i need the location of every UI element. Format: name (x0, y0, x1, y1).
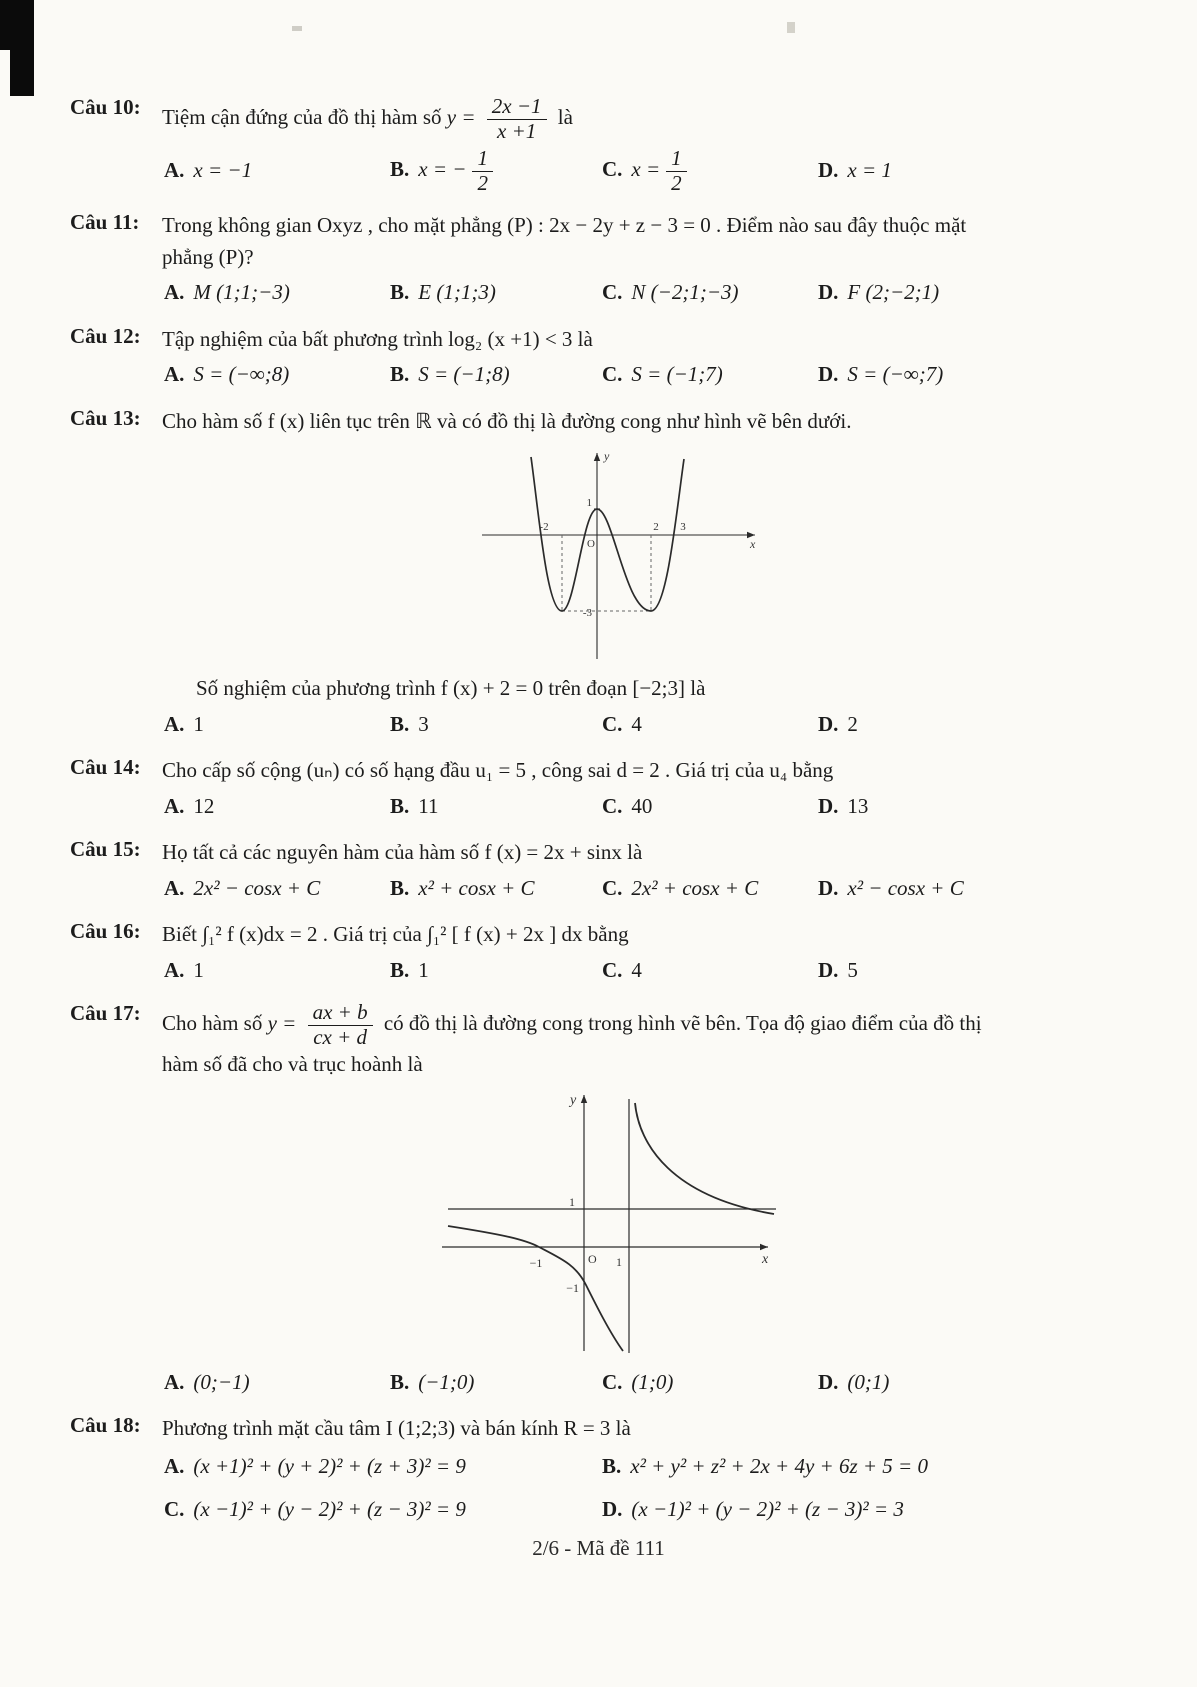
question-14 (70, 755, 1139, 828)
fraction (308, 1001, 373, 1049)
question-16-body (162, 919, 1139, 992)
option-text: 12 (193, 793, 215, 818)
option-letter: A. (164, 711, 185, 736)
fraction-numerator: 1 (666, 147, 687, 172)
option-letter: D. (818, 158, 839, 183)
option-text: 2x² − cosx + C (193, 875, 321, 900)
option-letter: A. (164, 875, 185, 900)
fraction-denominator: cx + d (313, 1024, 367, 1049)
stem-text: Số nghiệm của phương trình f (x) + 2 = 0 trên đoạn [−2;3] là (196, 676, 706, 701)
question-18-label: Câu 18: (70, 1413, 141, 1438)
option-letter: B. (390, 711, 410, 736)
option-d (818, 873, 1139, 905)
question-18-options (164, 1451, 1139, 1526)
option-text: (0;−1) (193, 1369, 250, 1394)
option-letter: A. (164, 362, 185, 387)
question-13-stem2 (196, 673, 1139, 705)
question-12 (70, 324, 1139, 397)
tick-label-3: 3 (680, 521, 686, 534)
question-13 (70, 406, 1139, 747)
question-10-stem (162, 95, 1139, 143)
tick-label-minus3: -3 (582, 607, 592, 620)
question-18-body (162, 1413, 1139, 1532)
option-letter: C. (602, 957, 623, 982)
question-16-stem (162, 919, 1139, 951)
quartic-curve-graph (467, 445, 767, 665)
option-a (164, 155, 390, 187)
option-text: (x −1)² + (y − 2)² + (z − 3)² = 3 (631, 1497, 904, 1522)
option-letter: A. (164, 1369, 185, 1394)
option-text: S = (−1;7) (631, 362, 723, 387)
option-text: 4 (631, 711, 642, 736)
option-a (164, 1451, 602, 1483)
option-b (390, 709, 602, 741)
option-letter: A. (164, 1453, 185, 1478)
curve-left-branch (448, 1226, 623, 1351)
stem-text: Tập nghiệm của bất phương trình log₂ (x +1) < 3 là (162, 326, 593, 351)
fraction-numerator: 1 (472, 147, 493, 172)
option-letter: B. (390, 1369, 410, 1394)
question-11-body (162, 210, 1139, 315)
question-14-stem (162, 755, 1139, 787)
option-letter: C. (602, 362, 623, 387)
option-text: x = (631, 156, 661, 181)
option-text: 11 (418, 793, 439, 818)
stem-text: hàm số đã cho và trục hoành là (162, 1052, 423, 1077)
option-d (818, 359, 1139, 391)
option-text: M (1;1;−3) (193, 280, 290, 305)
question-12-stem (162, 324, 1139, 356)
option-text: x² + y² + z² + 2x + 4y + 6z + 5 = 0 (630, 1453, 928, 1478)
question-14-label: Câu 14: (70, 755, 141, 780)
option-text: x² + cosx + C (418, 875, 535, 900)
option-text: N (−2;1;−3) (631, 280, 739, 305)
scan-artifact (10, 0, 34, 96)
option-letter: A. (164, 280, 185, 305)
question-10-options (164, 147, 1139, 195)
option-letter: B. (390, 875, 410, 900)
option-letter: B. (390, 793, 410, 818)
stem-text: Họ tất cả các nguyên hàm của hàm số f (x) = 2x + sinx là (162, 840, 643, 865)
option-c (602, 791, 818, 823)
question-12-label: Câu 12: (70, 323, 141, 348)
question-14-options (164, 791, 1139, 823)
stem-text: Cho hàm số (162, 1010, 263, 1035)
option-letter: B. (390, 156, 410, 181)
question-10-label: Câu 10: (70, 95, 141, 119)
stem-text: có đồ thị là đường cong trong hình vẽ bên. Tọa độ giao điểm của đồ thị (383, 1010, 982, 1035)
option-letter: B. (602, 1453, 622, 1478)
option-letter: C. (602, 156, 623, 181)
fraction-numerator: ax + b (308, 1001, 373, 1026)
option-text: 2x² + cosx + C (631, 875, 759, 900)
question-15-stem (162, 837, 1139, 869)
x-axis-arrow (760, 1243, 768, 1249)
option-letter: C. (164, 1497, 185, 1522)
fraction (666, 147, 687, 195)
option-c (602, 147, 818, 195)
option-b (390, 359, 602, 391)
option-letter: D. (818, 957, 839, 982)
question-13-stem (162, 406, 1139, 438)
question-13-graph-container (467, 445, 1139, 671)
question-17-options (164, 1367, 1139, 1399)
option-d (818, 709, 1139, 741)
curve-right-branch (635, 1103, 774, 1214)
option-letter: D. (818, 280, 839, 305)
origin-label: O (588, 1251, 597, 1266)
formula-lead: y = (267, 1010, 297, 1035)
option-b (390, 791, 602, 823)
option-a (164, 791, 390, 823)
fraction-denominator: 2 (477, 170, 488, 195)
fraction-denominator: 2 (671, 170, 682, 195)
option-d (818, 955, 1139, 987)
option-letter: B. (390, 280, 410, 305)
question-15-options (164, 873, 1139, 905)
option-c (602, 873, 818, 905)
x-axis-label: x (762, 1251, 769, 1267)
option-text: x = − (418, 156, 467, 181)
option-letter: D. (818, 875, 839, 900)
tick-label-y1: 1 (569, 1194, 575, 1209)
option-text: (0;1) (847, 1369, 890, 1394)
hyperbola-graph (424, 1087, 784, 1357)
option-d (818, 1367, 1139, 1399)
question-13-body (162, 406, 1139, 747)
option-text: (x −1)² + (y − 2)² + (z − 3)² = 9 (193, 1497, 466, 1522)
option-a (164, 873, 390, 905)
option-d (818, 277, 1139, 309)
option-letter: B. (390, 362, 410, 387)
option-text: 1 (193, 711, 204, 736)
origin-label: O (587, 538, 595, 551)
scan-artifact (292, 26, 302, 31)
question-11-label: Câu 11: (70, 210, 140, 235)
option-a (164, 277, 390, 309)
option-text: 40 (631, 793, 653, 818)
option-c (602, 1367, 818, 1399)
option-text: (x +1)² + (y + 2)² + (z + 3)² = 9 (193, 1453, 466, 1478)
option-c (602, 955, 818, 987)
x-axis-label: x (750, 537, 756, 552)
option-letter: A. (164, 793, 185, 818)
option-a (164, 359, 390, 391)
option-letter: D. (818, 362, 839, 387)
question-15-label: Câu 15: (70, 837, 141, 862)
option-c (164, 1494, 602, 1526)
question-14-body (162, 755, 1139, 828)
option-a (164, 709, 390, 741)
option-letter: D. (602, 1497, 623, 1522)
option-c (602, 709, 818, 741)
stem-text: Cho hàm số f (x) liên tục trên ℝ và có đồ thị là đường cong như hình vẽ bên dưới. (162, 408, 852, 433)
option-text: x = −1 (193, 158, 253, 183)
option-d (818, 791, 1139, 823)
option-c (602, 277, 818, 309)
option-letter: C. (602, 875, 623, 900)
fraction (472, 147, 493, 195)
option-b (390, 1367, 602, 1399)
question-17-body (162, 1001, 1139, 1404)
option-text: x = 1 (847, 158, 892, 183)
option-letter: B. (390, 957, 410, 982)
tick-label-minus2: -2 (539, 521, 549, 534)
tick-label-yminus1: −1 (566, 1280, 579, 1295)
stem-text: Cho cấp số cộng (uₙ) có số hạng đầu u₁ = 5 , công sai d = 2 . Giá trị của u₄ bằng (162, 758, 834, 783)
option-text: 13 (847, 793, 869, 818)
option-b (602, 1451, 1139, 1483)
option-text: F (2;−2;1) (847, 280, 940, 305)
question-10-body (162, 95, 1139, 201)
option-text: 5 (847, 957, 858, 982)
option-b (390, 277, 602, 309)
option-a (164, 1367, 390, 1399)
y-axis-arrow (594, 453, 600, 461)
stem-text: Tiệm cận đứng của đồ thị hàm số (162, 104, 442, 129)
option-letter: A. (164, 957, 185, 982)
question-16-label: Câu 16: (70, 919, 141, 944)
option-b (390, 955, 602, 987)
option-text: 3 (418, 711, 429, 736)
option-text: S = (−1;8) (418, 362, 510, 387)
option-letter: D. (818, 1369, 839, 1394)
question-13-label: Câu 13: (70, 405, 141, 430)
option-c (602, 359, 818, 391)
option-text: S = (−∞;8) (193, 362, 290, 387)
fraction (487, 95, 547, 143)
stem-text: Biết ∫₁² f (x)dx = 2 . Giá trị của ∫₁² [ f (x) + 2x ] dx bằng (162, 922, 629, 947)
option-letter: D. (818, 711, 839, 736)
option-text: 2 (847, 711, 858, 736)
tick-label-1: 1 (586, 497, 592, 510)
option-text: (−1;0) (418, 1369, 475, 1394)
option-text: E (1;1;3) (418, 280, 496, 305)
stem-text: Trong không gian Oxyz , cho mặt phẳng (P) : 2x − 2y + z − 3 = 0 . Điểm nào sau đây thuộc mặt (162, 213, 967, 238)
y-axis-label: y (604, 449, 610, 464)
stem-text: Phương trình mặt cầu tâm I (1;2;3) và bán kính R = 3 là (162, 1416, 631, 1441)
option-d (602, 1494, 1139, 1526)
y-axis-label: y (570, 1092, 577, 1108)
question-11-options (164, 277, 1139, 309)
option-letter: D. (818, 793, 839, 818)
function-curve (531, 457, 684, 611)
question-18-stem (162, 1413, 1139, 1445)
question-16-options (164, 955, 1139, 987)
stem-text: là (557, 104, 573, 129)
question-13-options (164, 709, 1139, 741)
fraction-denominator: x +1 (497, 118, 537, 143)
fraction-numerator: 2x −1 (487, 95, 547, 120)
stem-text: phẳng (P)? (162, 244, 254, 269)
option-b (390, 147, 602, 195)
question-18 (70, 1413, 1139, 1532)
option-text: 1 (418, 957, 429, 982)
question-10 (70, 95, 1139, 201)
formula-lead: y = (446, 104, 476, 129)
scan-artifact (787, 22, 795, 33)
tick-label-xminus1: −1 (529, 1255, 543, 1270)
option-letter: C. (602, 711, 623, 736)
y-axis-arrow (581, 1095, 587, 1103)
option-d (818, 155, 1139, 187)
option-text: 4 (631, 957, 642, 982)
option-letter: C. (602, 793, 623, 818)
option-a (164, 955, 390, 987)
option-text: x² − cosx + C (847, 875, 964, 900)
question-15 (70, 837, 1139, 910)
question-17-label: Câu 17: (70, 1001, 141, 1026)
question-12-options (164, 359, 1139, 391)
option-text: S = (−∞;7) (847, 362, 944, 387)
option-letter: C. (602, 280, 623, 305)
option-b (390, 873, 602, 905)
question-17 (70, 1001, 1139, 1404)
option-letter: A. (164, 158, 185, 183)
question-17-stem (162, 1001, 1139, 1081)
tick-label-2: 2 (653, 521, 659, 534)
tick-label-x1: 1 (616, 1254, 622, 1269)
option-text: 1 (193, 957, 204, 982)
option-text: (1;0) (631, 1369, 674, 1394)
question-11-stem (162, 210, 1139, 273)
question-15-body (162, 837, 1139, 910)
scan-artifact (0, 0, 11, 50)
option-letter: C. (602, 1369, 623, 1394)
page-footer: 2/6 - Mã đề 111 (532, 1536, 665, 1560)
question-11 (70, 210, 1139, 315)
question-16 (70, 919, 1139, 992)
question-17-graph-container (424, 1087, 1139, 1363)
question-12-body (162, 324, 1139, 397)
